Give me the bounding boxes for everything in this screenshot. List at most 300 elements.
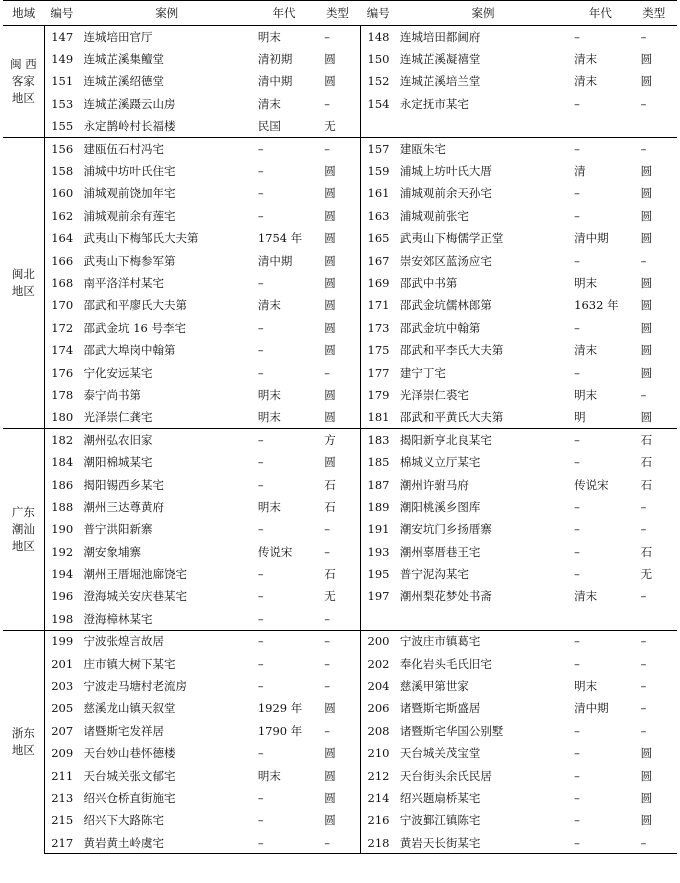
cell-no-right: 212 [367,768,390,783]
cell-no-right: 195 [367,567,390,582]
cell-no-right: 179 [367,387,390,402]
cell-no-right: 191 [367,522,390,537]
cell-no-left: 155 [51,119,74,133]
cell-type-left: 无 [314,585,360,607]
cell-no-left: 203 [51,679,74,694]
cell-no-left: 160 [51,186,74,201]
cell-type-right: 圆 [640,298,653,313]
cell-era-left: – [257,589,264,604]
cell-era-left: 明末 [257,768,281,783]
cell-type-right: – [640,679,647,694]
cell-type-right: 圆 [640,186,653,201]
table-row [3,294,677,316]
cell-no-left: 164 [51,231,74,246]
cell-type-right: 石 [640,477,653,492]
cell-era-right: 明 [574,410,586,425]
cell-case-left: 宁波走马塘村老流房 [83,679,188,694]
cell-type-right: 圆 [640,74,653,89]
cell-no-left: 217 [44,832,79,854]
cell-type-left: 石 [314,563,360,585]
cell-era-right: – [570,26,630,48]
cell-case-right: 邵武金坑儒林郎第 [399,298,492,313]
cell-era-left: 1790 年 [257,723,303,738]
region-label-line: 闽 西 [10,56,37,71]
cell-case-left: 澄海樟林某宅 [83,611,153,626]
table-row [3,563,677,585]
table-row [3,317,677,339]
cell-era-left: – [254,630,314,652]
cell-case-left: 邵武大埠岗中翰第 [83,343,176,358]
cell-case-right: 武夷山下梅儒学正堂 [399,231,504,246]
cell-type-right: 圆 [640,768,653,783]
cell-no-right: 177 [367,365,390,380]
cell-no-right: 154 [367,96,390,111]
cell-no-right: 148 [361,26,396,48]
table-row [3,697,677,719]
cell-type-right: 圆 [640,320,653,335]
cell-era-left: 清末 [257,96,281,111]
cell-no-left: 166 [51,253,74,268]
cell-no-right: 165 [367,231,390,246]
table-row [3,227,677,249]
cell-case-right: 潮州梨花梦处书斋 [399,589,492,604]
cell-type-left: 圆 [314,48,360,70]
table-row [3,70,677,92]
cell-no-left: 211 [51,768,74,783]
cell-case-left: 连城芷溪蹑云山房 [83,96,176,111]
cell-era-right: 明末 [574,387,598,402]
cell-era-right: – [574,656,580,671]
header-case-left: 案例 [80,1,254,26]
cell-no-right: 181 [367,410,390,425]
cell-era-left: 民国 [257,119,281,133]
cell-case-right: 揭阳新亨北良某宅 [396,429,570,451]
cell-case-left: 邵武金坑 16 号李宅 [83,320,186,335]
cell-case-right: 绍兴题扇桥某宅 [399,790,481,805]
table-row [3,272,677,294]
table-row [3,384,677,406]
cell-no-right: 173 [367,320,390,335]
cell-case-right: 诸暨斯宅斯盛居 [399,701,481,716]
table-row [3,809,677,831]
cell-era-left: – [257,813,264,828]
cell-no-right: 152 [367,74,390,89]
cell-era-right: 清中期 [574,701,609,716]
cell-type-left: 圆 [314,384,360,406]
cell-type-left: – [314,93,360,115]
header-era-right: 年代 [570,1,630,26]
cell-no-right: 204 [367,679,390,694]
table-row [3,585,677,607]
cell-era-left: – [257,477,264,492]
cell-era-left: – [257,746,264,761]
cell-case-left: 邵武和平廖氏大夫第 [83,298,188,313]
region-cell [3,26,44,138]
cell-case-left: 慈溪龙山镇天叙堂 [83,701,176,716]
cell-case-left: 绍兴仓桥直街施宅 [83,790,176,805]
cell-type-right [631,115,677,137]
cell-no-right: 159 [367,164,390,179]
cell-type-left: 圆 [314,809,360,831]
region-cell [3,137,44,428]
cell-type-right: 无 [640,567,653,582]
cell-no-right: 214 [367,790,390,805]
cell-type-left: – [314,26,360,48]
cell-case-right: 天台城关茂宝堂 [399,746,481,761]
cell-case-left: 潮州王厝堀池廍饶宅 [83,567,188,582]
cell-type-right: 石 [631,429,677,451]
cell-era-left: – [257,679,264,694]
cell-case-right: 浦城上坊叶氏大厝 [399,164,492,179]
cell-type-left: 圆 [314,317,360,339]
cell-era-left: 1929 年 [257,701,303,716]
cell-no-left: 153 [51,96,74,111]
cell-type-right: – [631,137,677,159]
cell-no-right: 206 [367,701,390,716]
cell-case-right [396,115,570,137]
cell-no-left: 215 [51,813,74,828]
region-label-line: 浙东 [11,726,35,741]
table-row [3,205,677,227]
cell-era-right: – [574,522,580,537]
cell-type-right: 石 [640,455,653,470]
cell-no-left: 209 [51,746,74,761]
cell-case-right [396,608,570,630]
cell-no-left: 198 [51,611,74,626]
header-case-right: 案例 [396,1,570,26]
cell-no-left: 172 [51,320,74,335]
cell-era-right: 清末 [574,343,598,358]
cell-type-left: 无 [314,115,360,137]
table-row [3,720,677,742]
cell-case-right: 棉城义立厅某宅 [399,455,481,470]
cell-type-left: 方 [314,429,360,451]
cell-era-left: – [257,164,264,179]
cell-era-right: – [574,499,580,514]
cell-case-right: 连城培田都阃府 [396,26,570,48]
cell-case-left: 潮州三达尊黄府 [83,499,165,514]
cell-era-left: – [257,611,264,626]
cell-no-left: 180 [51,410,74,425]
cell-no-left: 147 [44,26,79,48]
table-row [3,160,677,182]
cell-no-right: 161 [367,186,390,201]
cell-era-right: 清末 [574,589,598,604]
cell-era-right: – [570,832,630,854]
cell-type-left: 圆 [314,697,360,719]
cell-era-right: – [574,746,580,761]
cell-era-right: – [574,723,580,738]
cell-type-left: 圆 [314,249,360,271]
cell-type-right: – [640,701,647,716]
cell-era-right: – [574,320,580,335]
cell-type-right: 圆 [640,813,653,828]
cell-case-right: 黄岩天长街某宅 [396,832,570,854]
cell-no-left: 168 [51,275,74,290]
table-header [3,1,677,26]
case-table [3,0,677,854]
cell-era-left: 明末 [257,387,281,402]
cell-era-right: 清 [574,164,586,179]
cell-case-left: 绍兴下大路陈宅 [83,813,165,828]
cell-case-left: 南平洛洋村某宅 [83,275,165,290]
cell-type-right: – [640,723,647,738]
cell-type-left: 圆 [314,182,360,204]
cell-type-right: – [640,656,647,671]
cell-era-left: 清中期 [257,74,293,89]
cell-type-left: 圆 [314,205,360,227]
cell-no-left: 192 [51,544,74,559]
cell-case-left: 天台城关张文郁宅 [83,768,176,783]
cell-no-left: 188 [51,499,74,514]
table-row [3,361,677,383]
header-no-right: 编号 [361,1,396,26]
cell-era-right: – [574,186,580,201]
cell-case-left: 普宁洪阳新寨 [83,522,153,537]
cell-case-right: 潮州辜厝巷王宅 [399,544,481,559]
cell-type-right: – [631,630,677,652]
cell-case-right: 慈溪甲第世家 [399,679,469,694]
cell-era-right: – [574,544,580,559]
cell-case-right: 连城芷溪培兰堂 [399,74,481,89]
table-row [3,48,677,70]
cell-case-left: 浦城观前饶加年宅 [83,186,176,201]
cell-era-left: – [257,208,264,223]
cell-era-right: – [574,365,580,380]
cell-era-right: – [574,455,580,470]
cell-era-left: – [257,790,264,805]
cell-case-right: 邵武和平李氏大夫第 [399,343,504,358]
cell-type-left: – [314,137,360,159]
cell-case-right: 邵武金坑中翰第 [399,320,481,335]
cell-case-right: 浦城观前余天孙宅 [399,186,492,201]
cell-type-left: – [314,608,360,630]
cell-type-left: – [314,630,360,652]
table-row [3,182,677,204]
table-row [3,518,677,540]
cell-era-right: – [574,790,580,805]
cell-no-right: 218 [361,832,396,854]
cell-case-left: 连城芷溪绍德堂 [83,74,165,89]
cell-case-right: 诸暨斯宅华国公别墅 [399,723,504,738]
cell-no-left: 176 [51,365,74,380]
cell-era-left: 明末 [254,26,314,48]
cell-case-left: 浦城观前余有莲宅 [83,208,176,223]
cell-no-right: 208 [367,723,390,738]
cell-era-right: 清末 [574,74,598,89]
region-cell [3,630,44,854]
cell-era-left: 传说宋 [257,544,293,559]
cell-case-right: 宁波鄞江镇陈宅 [399,813,481,828]
cell-case-left: 宁化安远某宅 [83,365,153,380]
cell-type-right: – [631,26,677,48]
cell-no-right: 197 [367,589,390,604]
cell-no-left: 156 [44,137,79,159]
cell-era-left: – [257,275,264,290]
table-row [3,451,677,473]
cell-case-left: 黄岩黄土岭虞宅 [80,832,254,854]
cell-type-right: 圆 [640,208,653,223]
cell-type-left: 圆 [314,272,360,294]
cell-type-left: 圆 [314,406,360,428]
cell-era-right: 明末 [574,679,598,694]
cell-case-left: 连城芷溪集鳣堂 [83,52,165,67]
cell-no-right: 183 [361,429,396,451]
header-type-right: 类型 [631,1,677,26]
cell-era-left: 明末 [257,499,281,514]
table-row [3,496,677,518]
cell-type-left: – [314,361,360,383]
cell-era-left: – [257,320,264,335]
cell-type-left: – [314,832,360,854]
table-row [3,608,677,630]
cell-era-left: 清中期 [257,253,293,268]
cell-type-left: 圆 [314,742,360,764]
cell-type-left: 圆 [314,294,360,316]
cell-no-left: 178 [51,387,74,402]
cell-era-left: 明末 [257,410,281,425]
cell-no-left: 170 [51,298,74,313]
cell-no-right: 210 [367,746,390,761]
cell-no-left: 190 [51,522,74,537]
table-row [3,630,677,652]
cell-case-right: 宁波庄市镇葛宅 [396,630,570,652]
header-type-left: 类型 [314,1,360,26]
cell-case-left: 宁波张煌言故居 [80,630,254,652]
cell-type-left: 圆 [314,339,360,361]
cell-no-right: 202 [367,656,390,671]
cell-case-right: 潮州许驸马府 [399,477,469,492]
cell-no-left: 207 [51,723,74,738]
cell-type-left: 圆 [314,160,360,182]
cell-case-left: 潮州弘农旧家 [80,429,254,451]
cell-era-left: – [254,429,314,451]
cell-type-right: 圆 [640,52,653,67]
cell-era-right: 清中期 [574,231,609,246]
cell-no-left: 196 [51,589,74,604]
cell-case-right: 潮安坑门乡扬厝寨 [399,522,492,537]
cell-case-right: 建瓯朱宅 [396,137,570,159]
cell-case-left: 揭阳锡西乡某宅 [83,477,165,492]
cell-era-left: – [257,567,264,582]
cell-case-right: 建宁丁宅 [399,365,446,380]
cell-case-right: 潮阳桃溪乡图库 [399,499,481,514]
region-label-line: 广东 [11,504,35,519]
cell-type-right: 石 [640,544,653,559]
cell-era-right: – [574,253,580,268]
cell-type-right: 圆 [640,231,653,246]
table-row [3,675,677,697]
cell-era-right: – [570,137,630,159]
cell-case-right: 天台街头余氏民居 [399,768,492,783]
cell-case-left: 澄海城关安庆巷某宅 [83,589,188,604]
cell-case-right: 普宁泥沟某宅 [399,567,469,582]
cell-type-left: 圆 [314,451,360,473]
cell-no-right [361,608,396,630]
table-row [3,742,677,764]
cell-no-left: 213 [51,790,74,805]
table-row [3,787,677,809]
cell-era-right: – [574,96,580,111]
region-label-line: 潮汕 [11,521,35,536]
region-label-line: 地区 [11,743,35,758]
cell-type-left: 圆 [314,227,360,249]
cell-type-right: 圆 [640,790,653,805]
cell-era-right: – [570,429,630,451]
cell-type-right: 圆 [640,275,653,290]
cell-type-left: – [314,675,360,697]
cell-no-left: 194 [51,567,74,582]
cell-era-left: – [257,455,264,470]
cell-type-right: 圆 [640,746,653,761]
region-label-line: 地区 [11,538,35,553]
cell-no-left: 162 [51,208,74,223]
cell-case-right: 邵武和平黄氏大夫第 [399,410,504,425]
cell-era-right: 1632 年 [574,298,619,313]
cell-no-right [361,115,396,137]
table-row [3,249,677,271]
cell-type-right: – [640,253,647,268]
cell-case-left: 浦城中坊叶氏住宅 [83,164,176,179]
table-row [3,832,677,854]
cell-case-left: 建瓯伍石村冯宅 [80,137,254,159]
cell-type-left: – [314,540,360,562]
cell-era-left: – [257,186,264,201]
cell-case-right: 永定抚市某宅 [399,96,469,111]
cell-type-right: – [640,589,647,604]
cell-case-left: 天台妙山巷怀德楼 [83,746,176,761]
cell-case-right: 奉化岩头毛氏旧宅 [399,656,492,671]
cell-type-right: 圆 [640,365,653,380]
cell-era-left: – [254,137,314,159]
cell-era-right [570,115,630,137]
cell-case-left: 永定鹊岭村长福楼 [83,119,176,133]
cell-no-left: 182 [44,429,79,451]
cell-no-right: 200 [361,630,396,652]
cell-era-left: – [257,343,264,358]
cell-case-left: 泰宁尚书第 [83,387,142,402]
cell-no-right: 185 [367,455,390,470]
table-row [3,764,677,786]
cell-era-left: 清末 [257,298,281,313]
cell-era-right: 清末 [574,52,598,67]
cell-case-right: 崇安郊区蓝汤应宅 [399,253,492,268]
cell-no-left: 199 [44,630,79,652]
cell-type-left: – [314,720,360,742]
cell-case-left: 庄市镇大树下某宅 [83,656,176,671]
cell-no-right: 163 [367,208,390,223]
cell-case-left: 诸暨斯宅发祥居 [83,723,165,738]
cell-no-right: 193 [367,544,390,559]
cell-type-right: 圆 [640,343,653,358]
cell-case-right: 浦城观前张宅 [399,208,469,223]
table-row [3,137,677,159]
cell-case-left: 武夷山下梅邹氏大夫第 [83,231,199,246]
cell-era-left: – [257,656,264,671]
cell-type-right [631,608,677,630]
cell-era-right: – [574,813,580,828]
cell-no-right: 187 [367,477,390,492]
cell-no-left: 174 [51,343,74,358]
cell-no-right: 189 [367,499,390,514]
cell-era-left: – [257,522,264,537]
table-row [3,115,677,137]
cell-type-right: – [631,832,677,854]
cell-case-left: 光泽崇仁龚宅 [83,410,153,425]
cell-no-right: 169 [367,275,390,290]
region-label-line: 地区 [11,90,35,105]
cell-no-left: 205 [51,701,74,716]
